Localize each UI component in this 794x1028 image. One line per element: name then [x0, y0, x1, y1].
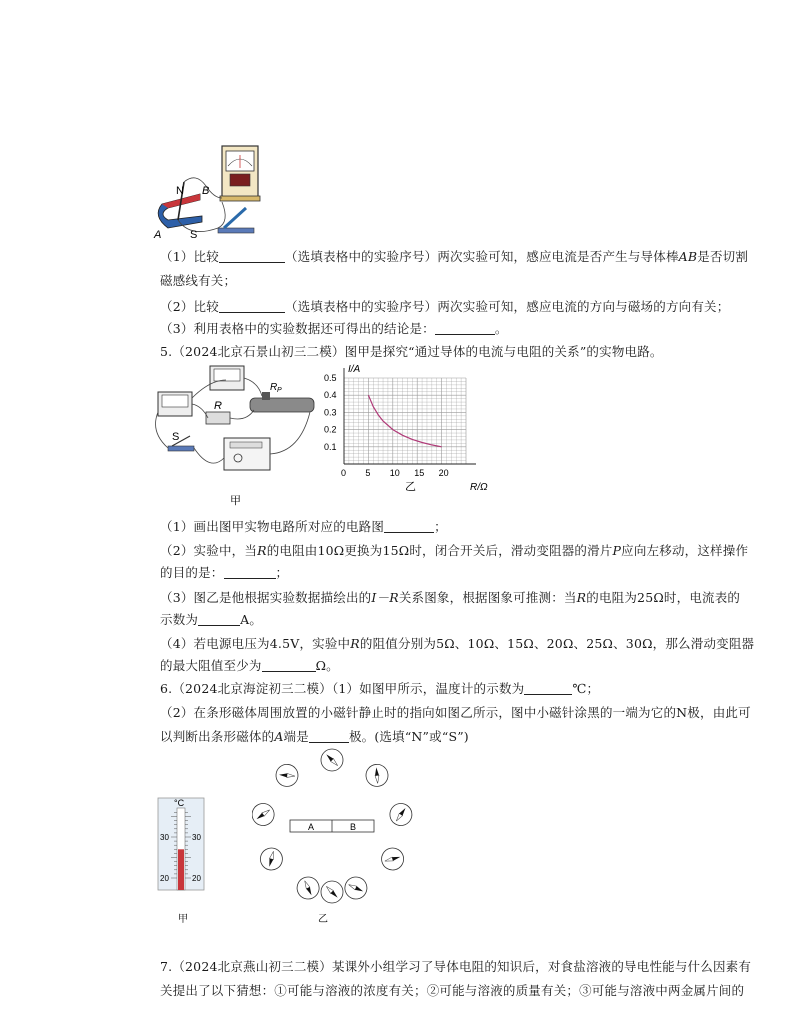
answer-blank[interactable]	[262, 658, 316, 672]
thermo-20-right: 20	[192, 874, 201, 883]
q5-ir-chart	[322, 364, 492, 512]
label-S: S	[190, 229, 198, 241]
answer-blank[interactable]	[219, 249, 285, 263]
compass-needle	[293, 873, 322, 902]
q4-line-4: （3）利用表格中的实验数据还可得出的结论是： 。	[160, 321, 508, 336]
chart-grid	[344, 368, 476, 464]
compass-needle	[275, 763, 299, 787]
y-tick-label: 0.3	[324, 407, 337, 418]
answer-blank[interactable]	[224, 565, 276, 579]
compass-needle	[386, 799, 417, 830]
compass-needle	[316, 876, 347, 907]
q5-step-2: （2）实验中，当R的电阻由10Ω更换为15Ω时，闭合开关后，滑动变阻器的滑片P应向左移动，这样操作	[160, 543, 749, 558]
q4-line-1: （1）比较 （选填表格中的实验序号）两次实验可知，感应电流是否产生与导体棒AB是否切割	[160, 249, 749, 264]
q5-step-4: （4）若电源电压为4.5V，实验中R的阻值分别为5Ω、10Ω、15Ω、20Ω、25Ω、30Ω，那么滑动变阻器	[160, 636, 755, 651]
chart-caption: 乙	[405, 481, 416, 493]
thermo-30-left: 30	[160, 833, 169, 842]
x-tick-label: 10	[389, 468, 400, 478]
chart-x-axis-label: R/Ω	[470, 482, 488, 493]
caption-jia: 甲	[230, 495, 241, 507]
q5-step-1: （1）画出图甲实物电路所对应的电路图 ；	[160, 519, 447, 534]
answer-blank[interactable]	[309, 729, 349, 743]
y-tick-label: 0.1	[324, 441, 337, 452]
caption-yi: 乙	[318, 914, 328, 924]
y-tick-label: 0.4	[324, 390, 337, 401]
q6-magnet-compass-figure	[252, 746, 422, 924]
q5-intro: 5.（2024北京石景山初三二模）图甲是探究“通过导体的电流与电阻的关系”的实物电路。	[160, 344, 663, 359]
thermometer-liquid	[178, 849, 184, 890]
q5-step-3: （3）图乙是他根据实验数据描绘出的I－R关系图象，根据图象可推测：当R的电阻为25Ω时，电流表的	[160, 590, 741, 605]
label-S: S	[172, 431, 180, 443]
compass-needle	[341, 873, 370, 902]
q5-circuit-figure	[150, 362, 330, 510]
q5-step-2-cont: 的目的是： ；	[160, 565, 289, 580]
compass-needle	[316, 746, 347, 776]
compass-needle	[252, 799, 278, 830]
q7-line-2: 关提出了以下猜想：①可能与溶液的浓度有关；②可能与溶液的质量有关；③可能与溶液中两金属片间的	[160, 983, 745, 998]
q4-induction-figure	[150, 142, 270, 242]
answer-blank[interactable]	[435, 321, 495, 335]
label-R: R	[214, 400, 222, 412]
q4-line-3: （2）比较 （选填表格中的实验序号）两次实验可知，感应电流的方向与磁场的方向有关；	[160, 299, 730, 314]
q6-line-2: （2）在条形磁体周围放置的小磁针静止时的指向如图乙所示，图中小磁针涂黑的一端为它的N极，由此可	[160, 705, 751, 720]
thermo-30-right: 30	[192, 833, 201, 842]
q7-line-1: 7.（2024北京燕山初三二模）某课外小组学习了导体电阻的知识后，对食盐溶液的导电性能与什么因素有	[160, 959, 752, 974]
magnet-end-A: A	[308, 822, 315, 832]
x-tick-label: 20	[438, 468, 449, 478]
q4-line-2: 磁感线有关；	[160, 273, 237, 288]
answer-blank[interactable]	[384, 519, 434, 533]
label-N: N	[176, 185, 184, 197]
q6-line-3: 以判断出条形磁体的A端是 极。(选填“N”或“S”)	[160, 729, 469, 744]
x-tick-label: 0	[341, 468, 347, 478]
chart-tick-labels	[324, 373, 449, 478]
x-tick-label: 15	[414, 468, 425, 478]
thermo-20-left: 20	[160, 874, 169, 883]
label-Rp: R	[270, 382, 278, 393]
answer-blank[interactable]	[219, 299, 285, 313]
compass-needle	[365, 763, 389, 787]
chart-series-line	[368, 395, 441, 447]
compass-needle	[379, 846, 406, 873]
q6-thermometer	[156, 796, 206, 926]
magnet-end-B: B	[350, 822, 357, 832]
q5-step-4-cont: 的最大阻值至少为 Ω。	[160, 658, 339, 673]
compass-needle	[258, 846, 285, 873]
label-A: A	[154, 229, 162, 241]
y-tick-label: 0.2	[324, 424, 337, 435]
x-tick-label: 5	[365, 468, 371, 478]
answer-blank[interactable]	[524, 681, 572, 695]
thermo-unit: °C	[174, 798, 185, 808]
label-B: B	[202, 185, 210, 197]
y-tick-label: 0.5	[324, 373, 337, 383]
label-Rp-sub: P	[277, 387, 282, 394]
chart-y-axis-label: I/A	[348, 364, 361, 375]
q5-step-3-cont: 示数为 A。	[160, 612, 263, 627]
caption-jia: 甲	[178, 914, 188, 925]
answer-blank[interactable]	[198, 612, 240, 626]
q6-intro: 6.（2024北京海淀初三二模）（1）如图甲所示，温度计的示数为 ℃；	[160, 681, 600, 696]
